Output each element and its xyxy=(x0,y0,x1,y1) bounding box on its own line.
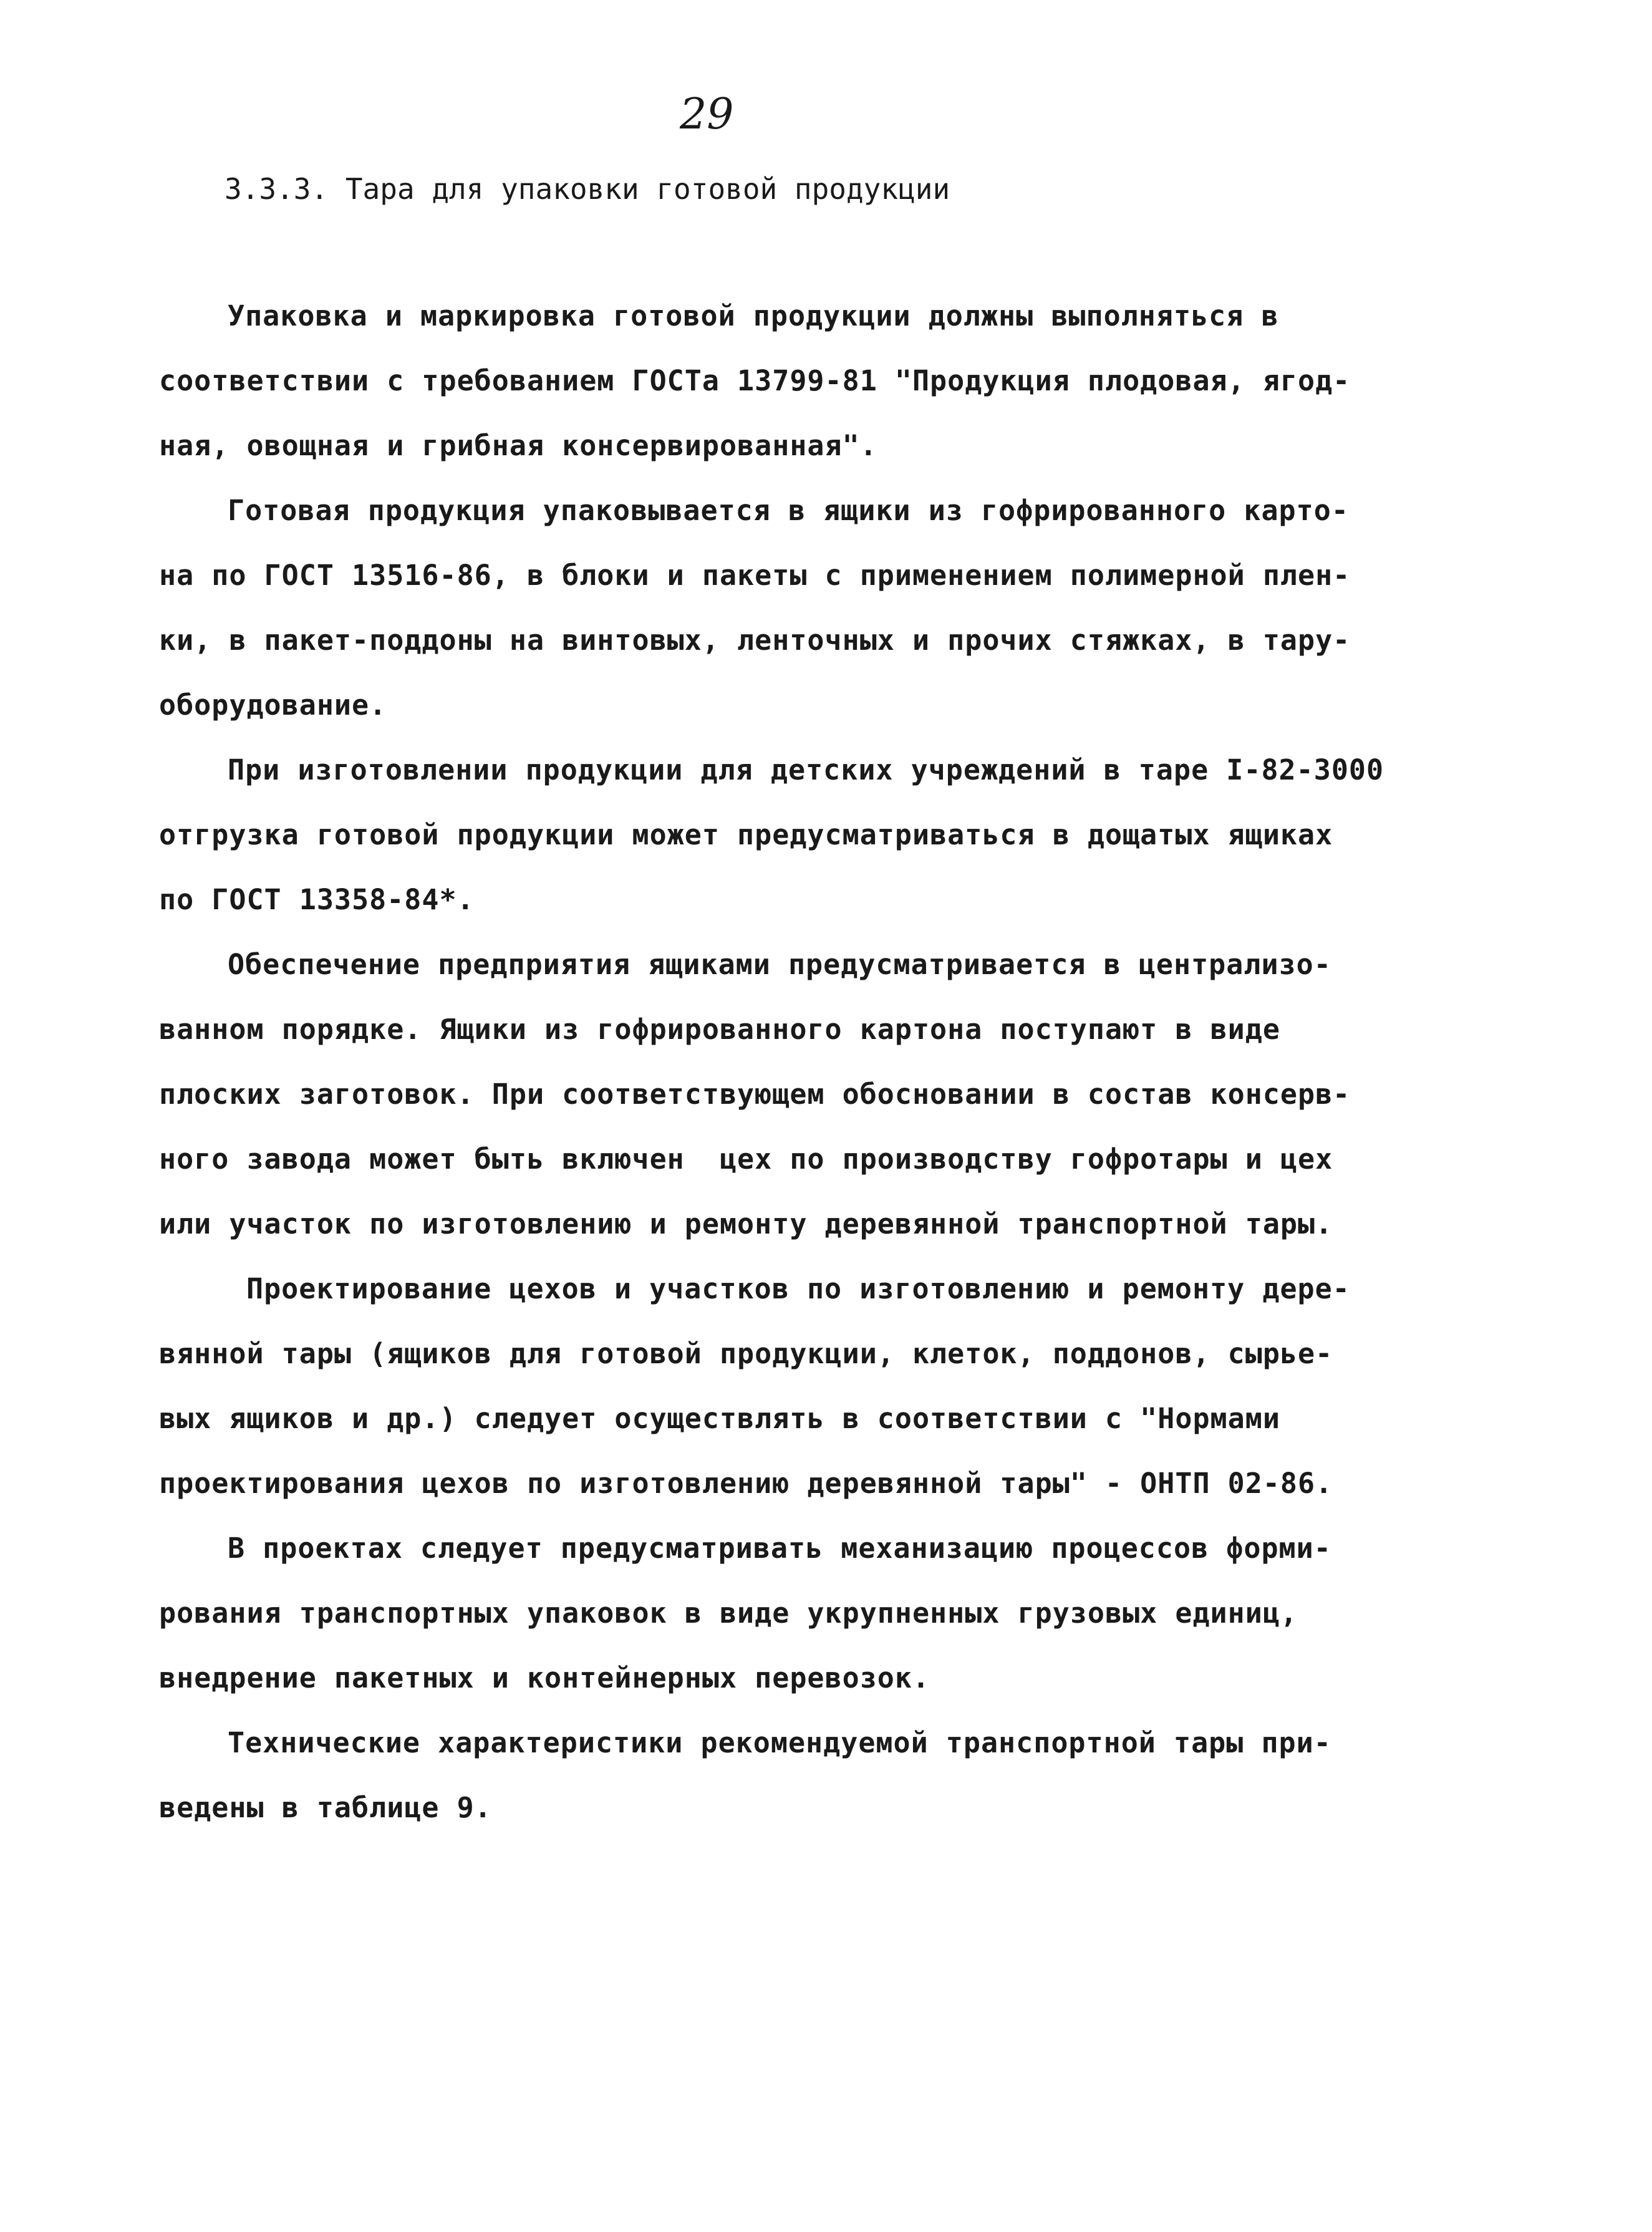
text-line: или участок по изготовлению и ремонту деревянной транспортной тары. xyxy=(159,1207,1333,1240)
text-line: вых ящиков и др.) следует осуществлять в соответствии с "Нормами xyxy=(159,1402,1280,1435)
text-line: отгрузка готовой продукции может предусматриваться в дощатых ящиках xyxy=(159,818,1333,851)
text-line: Проектирование цехов и участков по изготовлению и ремонту дере- xyxy=(246,1272,1350,1305)
text-line: ванном порядке. Ящики из гофрированного картона поступают в виде xyxy=(159,1013,1280,1046)
text-line: вянной тары (ящиков для готовой продукции, клеток, поддонов, сырье- xyxy=(159,1337,1333,1370)
text-line: Обеспечение предприятия ящиками предусматривается в централизо- xyxy=(228,948,1331,981)
text-line: по ГОСТ 13358-84*. xyxy=(159,883,475,916)
page-number: 29 xyxy=(680,90,734,139)
text-line: ки, в пакет-поддоны на винтовых, ленточных и прочих стяжках, в тару- xyxy=(159,624,1351,657)
text-line: оборудование. xyxy=(159,688,387,722)
text-line: рования транспортных упаковок в виде укрупненных грузовых единиц, xyxy=(159,1597,1298,1630)
text-line: проектирования цехов по изготовлению деревянной тары" - ОНТП 02-86. xyxy=(159,1467,1333,1500)
text-line: При изготовлении продукции для детских учреждений в таре I-82-3000 xyxy=(228,753,1384,786)
text-line: Готовая продукция упаковывается в ящики из гофрированного карто- xyxy=(228,494,1349,527)
text-line: ная, овощная и грибная консервированная". xyxy=(159,429,877,462)
text-line: внедрение пакетных и контейнерных перевозок. xyxy=(159,1661,930,1694)
body-text xyxy=(159,284,1500,1840)
text-line: соответствии с требованием ГОСТа 13799-81 "Продукция плодовая, ягод- xyxy=(159,364,1351,397)
text-line: ведены в таблице 9. xyxy=(159,1791,492,1824)
text-line: на по ГОСТ 13516-86, в блоки и пакеты с применением полимерной плен- xyxy=(159,559,1351,592)
text-line: плоских заготовок. При соответствующем обосновании в состав консерв- xyxy=(159,1078,1351,1111)
text-line: Технические характеристики рекомендуемой транспортной тары при- xyxy=(228,1726,1331,1759)
section-heading: 3.3.3. Тара для упаковки готовой продукции xyxy=(225,172,950,206)
text-line: ного завода может быть включен цех по производству гофротары и цех xyxy=(159,1143,1333,1176)
text-line: В проектах следует предусматривать механизацию процессов форми- xyxy=(228,1532,1331,1565)
text-line: Упаковка и маркировка готовой продукции должны выполняться в xyxy=(228,299,1279,332)
